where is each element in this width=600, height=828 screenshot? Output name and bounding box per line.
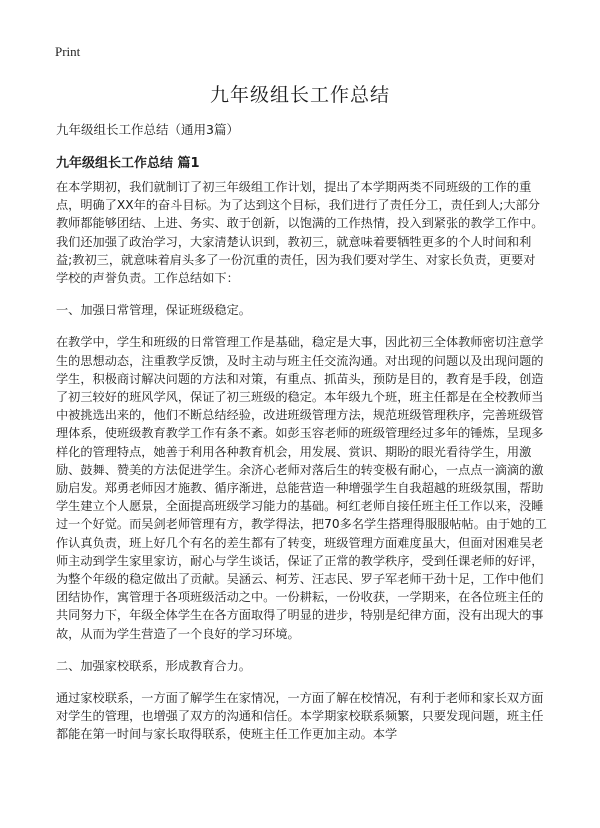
document-title: 九年级组长工作总结 (209, 84, 390, 106)
paragraph-point-1-heading: 一、加强日常管理，保证班级稳定。 (56, 303, 251, 318)
print-link[interactable]: Print (55, 44, 81, 59)
document-body (56, 178, 547, 758)
paragraph-intro: 在本学期初，我们就制订了初三年级组工作计划，提出了本学期两类不同班级的工作的重点，明确了XX年的奋斗目标。为了达到这个目标，我们进行了责任分工，责任到人;大部分教师都能够团结、上进、务实、敢于创新，以饱满的工作热情，投入到紧张的教学工作中。我们还加强了政治学习，大家清楚认识到，教初三，就意味着要牺牲更多的个人时间和利益;教初三，就意味着肩头多了一份沉重的责任，因为我们要对学生、对家长负责，更要对学校的声誉负责。工作总结如下： (56, 180, 544, 286)
paragraph-home-school: 通过家校联系，一方面了解学生在家情况，一方面了解在校情况，有利于老师和家长双方面对学生的管理，也增强了双方的沟通和信任。本学期家校联系频繁，只要发现问题，班主任都能在第一时间与家长取得联系，使班主任工作更加主动。本学 (56, 691, 544, 742)
paragraph-daily-management: 在教学中，学生和班级的日常管理工作是基础，稳定是大事，因此初三全体教师密切注意学生的思想动态，注重教学反馈，及时主动与班主任交流沟通。对出现的问题以及出现问题的学生，积极商讨解决问题的方法和对策，有重点、抓苗头，预防是目的，教育是手段，创造了初三较好的班风学风，保证了初三班级的稳定。本年级九个班，班主任都是在全校教师当中被挑选出来的，他们不断总结经验，改进班级管理方法，规范班级管理秩序，完善班级管理体系，使班级教育教学工作有条不紊。如彭玉容老师的班级管理经过多年的锤炼，呈现多样化的管理特点，她善于利用各种教育机会，用发展、赏识、期盼的眼光看待学生，用激励、鼓舞、赞美的方法促进学生。余济心老师对落后生的转变极有耐心，一点点一滴滴的激励启发。郑勇老师因才施教、循序渐进，总能营造一种增强学生自我超越的班级氛围，帮助学生建立个人愿景，全面提高班级学习能力的基础。柯红老师自接任班主任工作以来，没睡过一个好觉。而吴剑老师管理有方，教学得法，把70多名学生搭理得服服帖帖。由于她的工作认真负责，班上好几个有名的差生都有了转变，班级管理方面难度虽大，但面对困难吴老师主动到学生家里家访，耐心与学生谈话，保证了正常的教学秩序，受到任课老师的好评，为整个年级的稳定做出了贡献。吴涵云、柯芳、汪志民、罗子军老师干劲十足，工作中他们团结协作，寓管理于各项班级活动之中。一份耕耘，一份收获，一学期来，在各位班主任的共同努力下，年级全体学生在各方面取得了明显的进步，特别是纪律方面，没有出现大的事故，从而为学生营造了一个良好的学习环境。 (56, 335, 547, 641)
document-subtitle: 九年级组长工作总结（通用3篇） (56, 122, 239, 137)
section-heading: 九年级组长工作总结 篇1 (56, 156, 200, 171)
paragraph-point-2-heading: 二、加强家校联系，形成教育合力。 (56, 658, 251, 673)
